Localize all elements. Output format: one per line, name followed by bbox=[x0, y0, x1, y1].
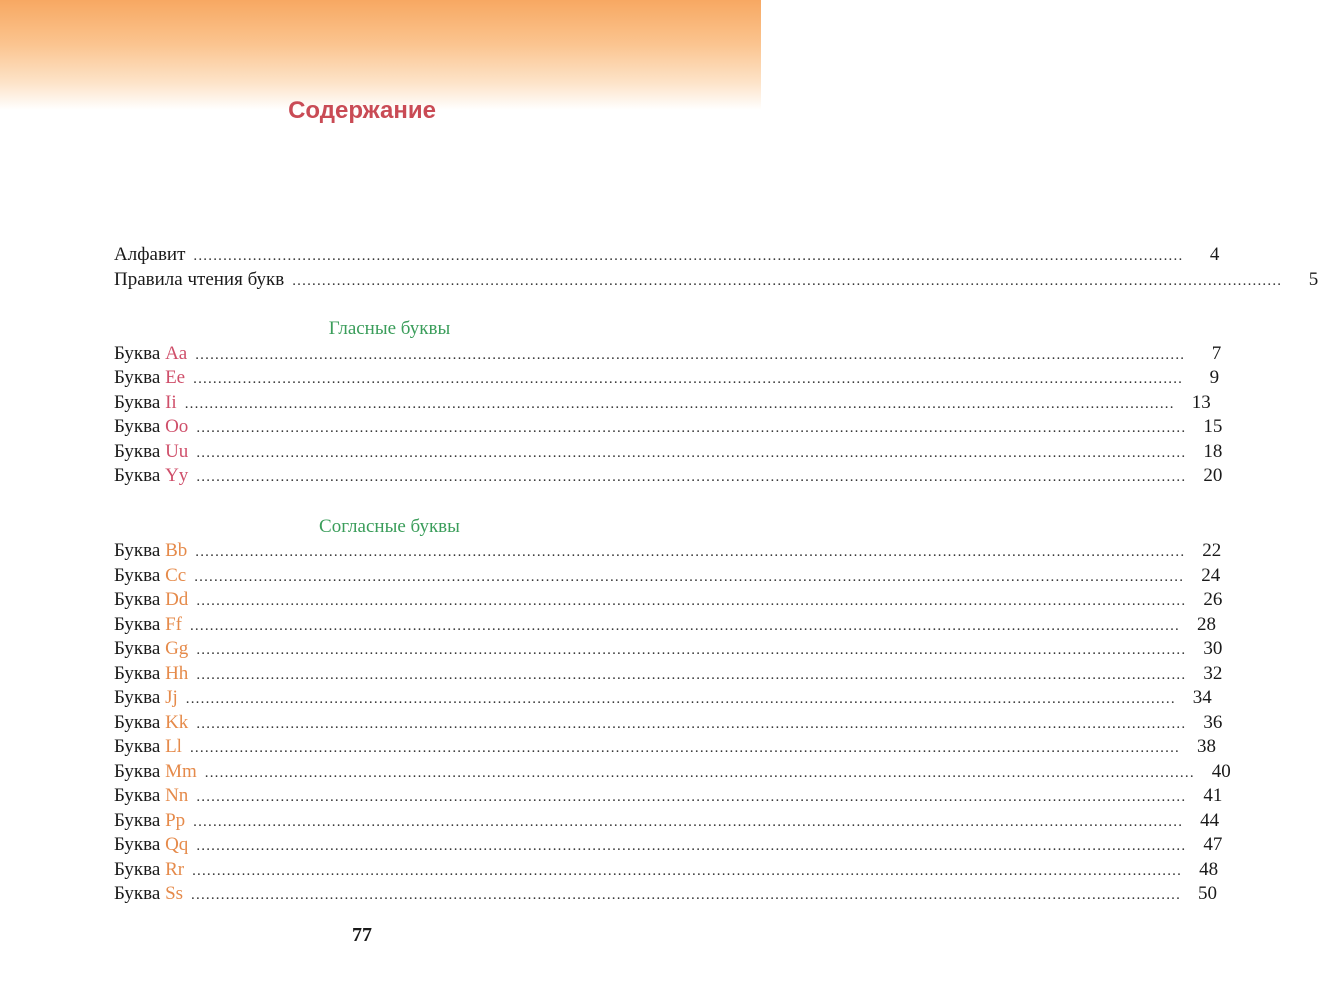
dot-leader: ........................................................................................................................................................................................................ bbox=[191, 887, 1182, 903]
toc-entry-letter[interactable] bbox=[114, 613, 1216, 638]
entry-word: Буква bbox=[114, 613, 161, 635]
entry-letters: Ee bbox=[165, 367, 186, 388]
dot-leader: ........................................................................................................................................................................................................ bbox=[196, 789, 1187, 805]
toc-entry-letter[interactable] bbox=[114, 464, 1223, 489]
toc-entry-page: 36 bbox=[1203, 711, 1223, 733]
entry-letters: Dd bbox=[165, 589, 189, 610]
toc-entry-page: 24 bbox=[1201, 564, 1221, 586]
table-of-contents bbox=[114, 243, 1318, 907]
entry-letters: Pp bbox=[165, 809, 186, 831]
vowel-entry-list bbox=[114, 342, 1223, 489]
toc-entry-alphabet[interactable] bbox=[114, 243, 1220, 268]
dot-leader: ........................................................................................................................................................................................................ bbox=[196, 642, 1187, 658]
toc-entry-label bbox=[114, 415, 188, 440]
entry-word: Буква bbox=[114, 809, 161, 831]
toc-entry-page: 32 bbox=[1203, 662, 1223, 684]
entry-word: Буква bbox=[114, 342, 161, 364]
toc-entry-label bbox=[114, 784, 188, 809]
toc-entry-page: 34 bbox=[1192, 687, 1212, 708]
toc-entry-label bbox=[114, 760, 197, 785]
toc-entry-letter[interactable] bbox=[114, 662, 1223, 687]
entry-letters: Mm bbox=[165, 760, 197, 782]
toc-entry-label bbox=[114, 391, 177, 416]
entry-letters: Ll bbox=[165, 736, 182, 757]
toc-entry-letter[interactable] bbox=[114, 858, 1219, 883]
toc-entry-label: Алфавит bbox=[114, 244, 186, 265]
dot-leader: ........................................................................................................................................................................................................ bbox=[196, 593, 1187, 609]
toc-entry-letter[interactable] bbox=[114, 588, 1223, 613]
entry-letters: Aa bbox=[165, 342, 188, 364]
toc-entry-page: 13 bbox=[1191, 391, 1211, 413]
toc-entry-page: 48 bbox=[1199, 858, 1219, 880]
toc-entry-page: 44 bbox=[1200, 809, 1220, 831]
toc-entry-letter[interactable] bbox=[114, 735, 1216, 760]
toc-entry-letter[interactable] bbox=[114, 882, 1218, 907]
entry-word: Буква bbox=[114, 465, 161, 486]
entry-word: Буква bbox=[114, 391, 161, 413]
page-title: Содержание bbox=[288, 97, 436, 124]
toc-entry-page: 7 bbox=[1211, 342, 1222, 364]
dot-leader: ........................................................................................................................................................................................................ bbox=[184, 395, 1175, 412]
toc-entry-label bbox=[114, 440, 188, 465]
toc-entry-letter[interactable] bbox=[114, 637, 1223, 662]
section-heading-vowels: Гласные буквы bbox=[328, 318, 451, 339]
entry-word: Буква bbox=[114, 834, 161, 855]
toc-entry-page: 15 bbox=[1203, 416, 1223, 437]
toc-entry-label bbox=[114, 366, 185, 391]
toc-entry-page: 22 bbox=[1202, 540, 1222, 561]
section-spacer bbox=[114, 489, 613, 515]
entry-letters: Hh bbox=[165, 662, 189, 684]
toc-entry-letter[interactable] bbox=[114, 833, 1223, 858]
dot-leader: ........................................................................................................................................................................................................ bbox=[196, 444, 1187, 461]
dot-leader: ........................................................................................................................................................................................................ bbox=[195, 544, 1186, 560]
section-heading-consonants: Согласные буквы bbox=[319, 515, 460, 537]
toc-entry-page: 28 bbox=[1196, 613, 1216, 635]
toc-entry-label bbox=[114, 588, 188, 613]
page-number: 77 bbox=[352, 924, 372, 946]
toc-entry-page: 47 bbox=[1203, 834, 1223, 855]
toc-entry-page: 20 bbox=[1203, 465, 1223, 486]
entry-word: Буква bbox=[114, 440, 161, 462]
entry-word: Буква bbox=[114, 687, 161, 708]
entry-word: Буква bbox=[114, 589, 161, 610]
entry-letters: Qq bbox=[165, 834, 189, 855]
toc-entry-label bbox=[114, 686, 178, 711]
toc-entry-page: 40 bbox=[1211, 760, 1231, 782]
toc-entry-page: 26 bbox=[1203, 589, 1223, 610]
entry-word: Буква bbox=[114, 662, 161, 684]
entry-letters: Gg bbox=[165, 638, 189, 659]
toc-entry-letter[interactable] bbox=[114, 342, 1222, 367]
dot-leader: ........................................................................................................................................................................................................ bbox=[192, 862, 1183, 879]
toc-entry-letter[interactable] bbox=[114, 784, 1223, 809]
entry-letters: Oo bbox=[165, 416, 189, 437]
entry-word: Буква bbox=[114, 736, 161, 757]
entry-letters: Rr bbox=[165, 858, 185, 880]
toc-entry-label bbox=[114, 342, 187, 367]
dot-leader: ........................................................................................................................................................................................................ bbox=[196, 666, 1187, 683]
toc-entry-page: 38 bbox=[1196, 736, 1216, 757]
entry-letters: Uu bbox=[165, 440, 189, 462]
toc-entry-letter[interactable] bbox=[114, 391, 1211, 416]
entry-letters: Ss bbox=[165, 883, 184, 904]
dot-leader: ........................................................................................................................................................................................................ bbox=[196, 715, 1187, 732]
entry-word: Буква bbox=[114, 711, 161, 733]
toc-entry-page: 4 bbox=[1209, 244, 1220, 265]
entry-word: Буква bbox=[114, 883, 161, 904]
dot-leader: ........................................................................................................................................................................................................ bbox=[195, 346, 1186, 363]
toc-entry-label bbox=[114, 882, 183, 907]
toc-entry-label bbox=[114, 711, 188, 736]
toc-entry-label bbox=[114, 809, 185, 834]
dot-leader: ........................................................................................................................................................................................................ bbox=[196, 838, 1187, 854]
entry-letters: Kk bbox=[165, 711, 189, 733]
toc-entry-page: 9 bbox=[1209, 367, 1220, 388]
entry-word: Буква bbox=[114, 367, 161, 388]
toc-entry-label bbox=[114, 539, 187, 564]
toc-entry-label bbox=[114, 735, 182, 760]
entry-word: Буква bbox=[114, 785, 161, 806]
toc-entry-label bbox=[114, 464, 188, 489]
toc-entry-label bbox=[114, 564, 186, 589]
toc-entry-letter[interactable] bbox=[114, 711, 1223, 736]
toc-entry-letter[interactable] bbox=[114, 686, 1212, 711]
toc-entry-letter[interactable] bbox=[114, 415, 1223, 440]
toc-entry-letter[interactable] bbox=[114, 760, 1231, 785]
entry-word: Буква bbox=[114, 540, 161, 561]
dot-leader: ........................................................................................................................................................................................................ bbox=[196, 420, 1187, 436]
entry-letters: Yy bbox=[165, 465, 189, 486]
toc-entry-page: 50 bbox=[1198, 883, 1218, 904]
dot-leader: ........................................................................................................................................................................................................ bbox=[196, 469, 1187, 485]
entry-letters: Jj bbox=[165, 687, 178, 708]
consonant-entry-list bbox=[114, 539, 1231, 907]
section-spacer bbox=[114, 292, 613, 317]
dot-leader: ........................................................................................................................................................................................................ bbox=[193, 813, 1184, 830]
dot-leader: ........................................................................................................................................................................................................ bbox=[185, 691, 1176, 707]
top-gradient-band bbox=[0, 0, 761, 110]
toc-entry-label bbox=[114, 662, 188, 687]
toc-entry-letter[interactable] bbox=[114, 440, 1223, 465]
dot-leader: ........................................................................................................................................................................................................ bbox=[189, 740, 1180, 756]
entry-word: Буква bbox=[114, 564, 161, 586]
dot-leader: ........................................................................................................................................................................................................ bbox=[292, 272, 1283, 289]
entry-letters: Ff bbox=[165, 613, 182, 635]
entry-letters: Bb bbox=[165, 540, 188, 561]
entry-letters: Cc bbox=[165, 564, 187, 586]
toc-entry-page: 5 bbox=[1308, 268, 1318, 290]
entry-word: Буква bbox=[114, 416, 161, 437]
toc-entry-page: 18 bbox=[1203, 440, 1223, 462]
toc-entry-label: Правила чтения букв bbox=[114, 268, 285, 290]
toc-entry-letter[interactable] bbox=[114, 366, 1220, 391]
entry-word: Буква bbox=[114, 638, 161, 659]
entry-word: Буква bbox=[114, 760, 161, 782]
toc-entry-page: 30 bbox=[1203, 638, 1223, 659]
entry-word: Буква bbox=[114, 858, 161, 880]
dot-leader: ........................................................................................................................................................................................................ bbox=[189, 617, 1180, 634]
toc-entry-letter[interactable] bbox=[114, 809, 1220, 834]
entry-letters: Nn bbox=[165, 785, 189, 806]
toc-entry-letter[interactable] bbox=[114, 539, 1222, 564]
toc-entry-label bbox=[114, 613, 182, 638]
dot-leader: ........................................................................................................................................................................................................ bbox=[193, 371, 1184, 387]
dot-leader: ........................................................................................................................................................................................................ bbox=[194, 568, 1185, 585]
toc-entry-label bbox=[114, 833, 188, 858]
toc-entry-label bbox=[114, 858, 184, 883]
toc-entry-letter[interactable] bbox=[114, 564, 1221, 589]
toc-entry-label bbox=[114, 637, 188, 662]
entry-letters: Ii bbox=[165, 391, 177, 413]
dot-leader: ........................................................................................................................................................................................................ bbox=[193, 248, 1184, 264]
toc-entry-reading-rules[interactable] bbox=[114, 268, 1318, 293]
toc-entry-page: 41 bbox=[1203, 785, 1223, 806]
dot-leader: ........................................................................................................................................................................................................ bbox=[204, 764, 1195, 781]
